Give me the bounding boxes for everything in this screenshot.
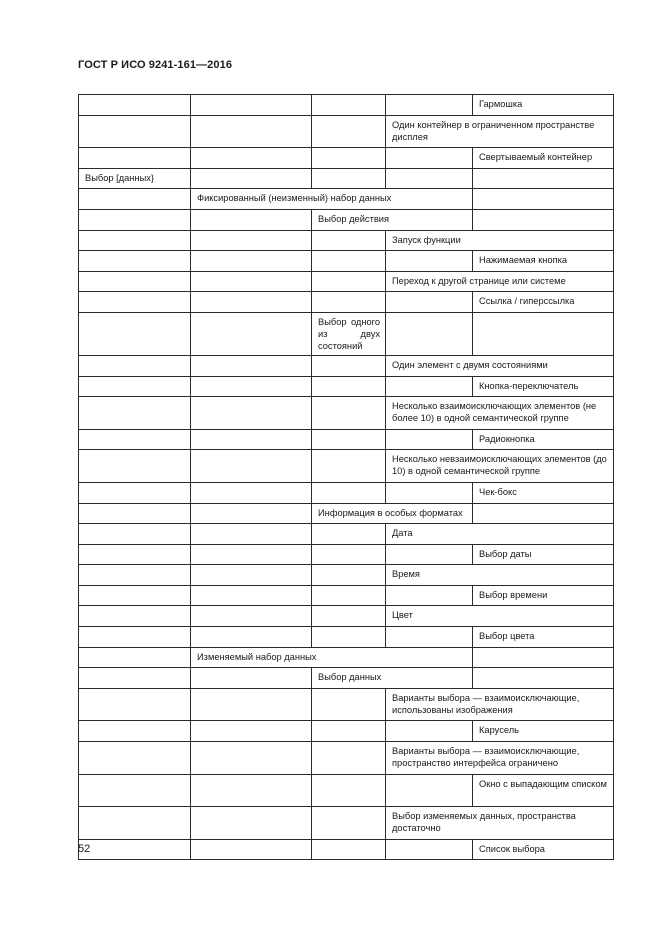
table-row <box>79 355 614 376</box>
table-row <box>79 482 614 503</box>
empty-cell <box>79 503 191 524</box>
entry-cell-level-4: Свертываемый контейнер <box>473 148 614 169</box>
entry-cell-level-1: Фиксированный (неизменный) набор данных <box>191 189 473 210</box>
empty-cell <box>312 544 386 565</box>
entry-cell-level-3: Варианты выбора — взаимоисключающие, использованы изображения <box>386 688 614 721</box>
entry-cell-level-3: Варианты выбора — взаимоисключающие, пространство интерфейса ограничено <box>386 742 614 775</box>
table-row <box>79 565 614 586</box>
empty-cell <box>79 524 191 545</box>
empty-cell <box>312 482 386 503</box>
entry-cell-level-2: Выбор одного из двух состояний <box>312 312 386 355</box>
empty-cell <box>312 627 386 648</box>
empty-cell <box>191 774 312 807</box>
empty-cell <box>79 585 191 606</box>
empty-cell <box>191 115 312 148</box>
document-header: ГОСТ Р ИСО 9241-161—2016 <box>78 59 233 71</box>
empty-cell <box>386 168 473 189</box>
table-row <box>79 668 614 689</box>
table-row <box>79 209 614 230</box>
entry-cell-level-3: Один контейнер в ограниченном пространстве дисплея <box>386 115 614 148</box>
empty-cell <box>191 606 312 627</box>
empty-cell <box>191 807 312 840</box>
empty-cell <box>312 95 386 116</box>
empty-cell <box>79 721 191 742</box>
table-row <box>79 627 614 648</box>
entry-cell-level-3: Несколько взаимоисключающих элементов (не более 10) в одной семантической группе <box>386 397 614 430</box>
empty-cell <box>79 115 191 148</box>
empty-cell <box>312 251 386 272</box>
entry-cell-level-2: Выбор данных <box>312 668 473 689</box>
entry-cell-level-4: Выбор цвета <box>473 627 614 648</box>
empty-cell <box>79 95 191 116</box>
empty-cell <box>79 209 191 230</box>
entry-cell-level-4: Окно с выпадающим списком <box>473 774 614 807</box>
entry-cell-level-4: Чек-бокс <box>473 482 614 503</box>
empty-cell <box>312 807 386 840</box>
page-number: 52 <box>78 843 91 855</box>
empty-cell <box>191 429 312 450</box>
table-row <box>79 429 614 450</box>
table-row <box>79 585 614 606</box>
empty-cell <box>79 482 191 503</box>
empty-cell <box>312 839 386 860</box>
table-row <box>79 450 614 483</box>
empty-cell <box>312 742 386 775</box>
empty-cell <box>79 429 191 450</box>
empty-cell <box>191 482 312 503</box>
empty-cell <box>386 721 473 742</box>
empty-cell <box>191 688 312 721</box>
empty-cell <box>473 312 614 355</box>
empty-cell <box>312 606 386 627</box>
empty-cell <box>191 230 312 251</box>
empty-cell <box>191 627 312 648</box>
empty-cell <box>79 742 191 775</box>
table-row <box>79 271 614 292</box>
entry-cell-level-3: Цвет <box>386 606 614 627</box>
empty-cell <box>386 585 473 606</box>
table-row <box>79 688 614 721</box>
table-row <box>79 95 614 116</box>
empty-cell <box>191 251 312 272</box>
table-row <box>79 807 614 840</box>
empty-cell <box>312 450 386 483</box>
empty-cell <box>473 189 614 210</box>
empty-cell <box>386 627 473 648</box>
empty-cell <box>386 312 473 355</box>
empty-cell <box>79 230 191 251</box>
empty-cell <box>79 271 191 292</box>
empty-cell <box>191 721 312 742</box>
empty-cell <box>79 292 191 313</box>
entry-cell-level-4: Выбор даты <box>473 544 614 565</box>
table-row <box>79 397 614 430</box>
empty-cell <box>312 688 386 721</box>
table-row <box>79 839 614 860</box>
table-row <box>79 230 614 251</box>
empty-cell <box>79 807 191 840</box>
empty-cell <box>79 450 191 483</box>
empty-cell <box>79 565 191 586</box>
empty-cell <box>191 450 312 483</box>
entry-cell-level-3: Переход к другой странице или системе <box>386 271 614 292</box>
empty-cell <box>79 839 191 860</box>
table-row <box>79 503 614 524</box>
entry-cell-level-3: Несколько невзаимоисключающих элементов (до 10) в одной семантической группе <box>386 450 614 483</box>
entry-cell-level-4: Нажимаемая кнопка <box>473 251 614 272</box>
empty-cell <box>79 251 191 272</box>
table-row <box>79 742 614 775</box>
empty-cell <box>386 95 473 116</box>
table-row <box>79 376 614 397</box>
entry-cell-level-3: Один элемент с двумя состояниями <box>386 355 614 376</box>
empty-cell <box>312 397 386 430</box>
table-row <box>79 168 614 189</box>
table-row <box>79 647 614 668</box>
table-row <box>79 774 614 807</box>
empty-cell <box>191 839 312 860</box>
entry-cell-level-4: Ссылка / гиперссылка <box>473 292 614 313</box>
empty-cell <box>191 503 312 524</box>
empty-cell <box>191 742 312 775</box>
empty-cell <box>312 115 386 148</box>
table-row <box>79 544 614 565</box>
empty-cell <box>312 524 386 545</box>
empty-cell <box>386 544 473 565</box>
table-row <box>79 292 614 313</box>
empty-cell <box>312 148 386 169</box>
entry-cell-level-0: Выбор [данных} <box>79 168 191 189</box>
empty-cell <box>386 429 473 450</box>
empty-cell <box>473 168 614 189</box>
entry-cell-level-1: Изменяемый набор данных <box>191 647 473 668</box>
empty-cell <box>312 168 386 189</box>
empty-cell <box>386 376 473 397</box>
table-row <box>79 721 614 742</box>
table-row <box>79 606 614 627</box>
empty-cell <box>312 355 386 376</box>
empty-cell <box>312 230 386 251</box>
empty-cell <box>473 647 614 668</box>
empty-cell <box>191 355 312 376</box>
empty-cell <box>473 503 614 524</box>
entry-cell-level-4: Радиокнопка <box>473 429 614 450</box>
entry-cell-level-4: Кнопка-переключатель <box>473 376 614 397</box>
empty-cell <box>191 209 312 230</box>
table-row <box>79 312 614 355</box>
empty-cell <box>79 647 191 668</box>
entry-cell-level-2: Выбор действия <box>312 209 473 230</box>
empty-cell <box>312 376 386 397</box>
entry-cell-level-3: Дата <box>386 524 614 545</box>
empty-cell <box>79 774 191 807</box>
table-row <box>79 251 614 272</box>
empty-cell <box>191 95 312 116</box>
empty-cell <box>312 721 386 742</box>
empty-cell <box>191 544 312 565</box>
entry-cell-level-4: Карусель <box>473 721 614 742</box>
empty-cell <box>79 355 191 376</box>
empty-cell <box>79 148 191 169</box>
empty-cell <box>191 524 312 545</box>
empty-cell <box>79 606 191 627</box>
empty-cell <box>312 271 386 292</box>
empty-cell <box>386 251 473 272</box>
table-row <box>79 148 614 169</box>
empty-cell <box>79 189 191 210</box>
empty-cell <box>191 565 312 586</box>
empty-cell <box>191 376 312 397</box>
empty-cell <box>312 774 386 807</box>
empty-cell <box>191 585 312 606</box>
entry-cell-level-3: Выбор изменяемых данных, пространства достаточно <box>386 807 614 840</box>
empty-cell <box>79 312 191 355</box>
empty-cell <box>312 429 386 450</box>
empty-cell <box>191 397 312 430</box>
entry-cell-level-2: Информация в особых форматах <box>312 503 473 524</box>
empty-cell <box>191 271 312 292</box>
empty-cell <box>386 292 473 313</box>
empty-cell <box>79 688 191 721</box>
empty-cell <box>79 627 191 648</box>
table-row <box>79 189 614 210</box>
empty-cell <box>191 668 312 689</box>
taxonomy-table <box>78 94 614 860</box>
entry-cell-level-3: Запуск функции <box>386 230 614 251</box>
empty-cell <box>473 209 614 230</box>
empty-cell <box>386 148 473 169</box>
empty-cell <box>79 376 191 397</box>
empty-cell <box>191 292 312 313</box>
empty-cell <box>191 148 312 169</box>
empty-cell <box>386 774 473 807</box>
empty-cell <box>473 668 614 689</box>
empty-cell <box>386 482 473 503</box>
entry-cell-level-4: Список выбора <box>473 839 614 860</box>
table-row <box>79 524 614 545</box>
empty-cell <box>79 668 191 689</box>
entry-cell-level-4: Выбор времени <box>473 585 614 606</box>
empty-cell <box>79 544 191 565</box>
empty-cell <box>191 312 312 355</box>
entry-cell-level-4: Гармошка <box>473 95 614 116</box>
entry-cell-level-3: Время <box>386 565 614 586</box>
empty-cell <box>191 168 312 189</box>
empty-cell <box>312 292 386 313</box>
empty-cell <box>79 397 191 430</box>
empty-cell <box>386 839 473 860</box>
table-row <box>79 115 614 148</box>
empty-cell <box>312 565 386 586</box>
empty-cell <box>312 585 386 606</box>
